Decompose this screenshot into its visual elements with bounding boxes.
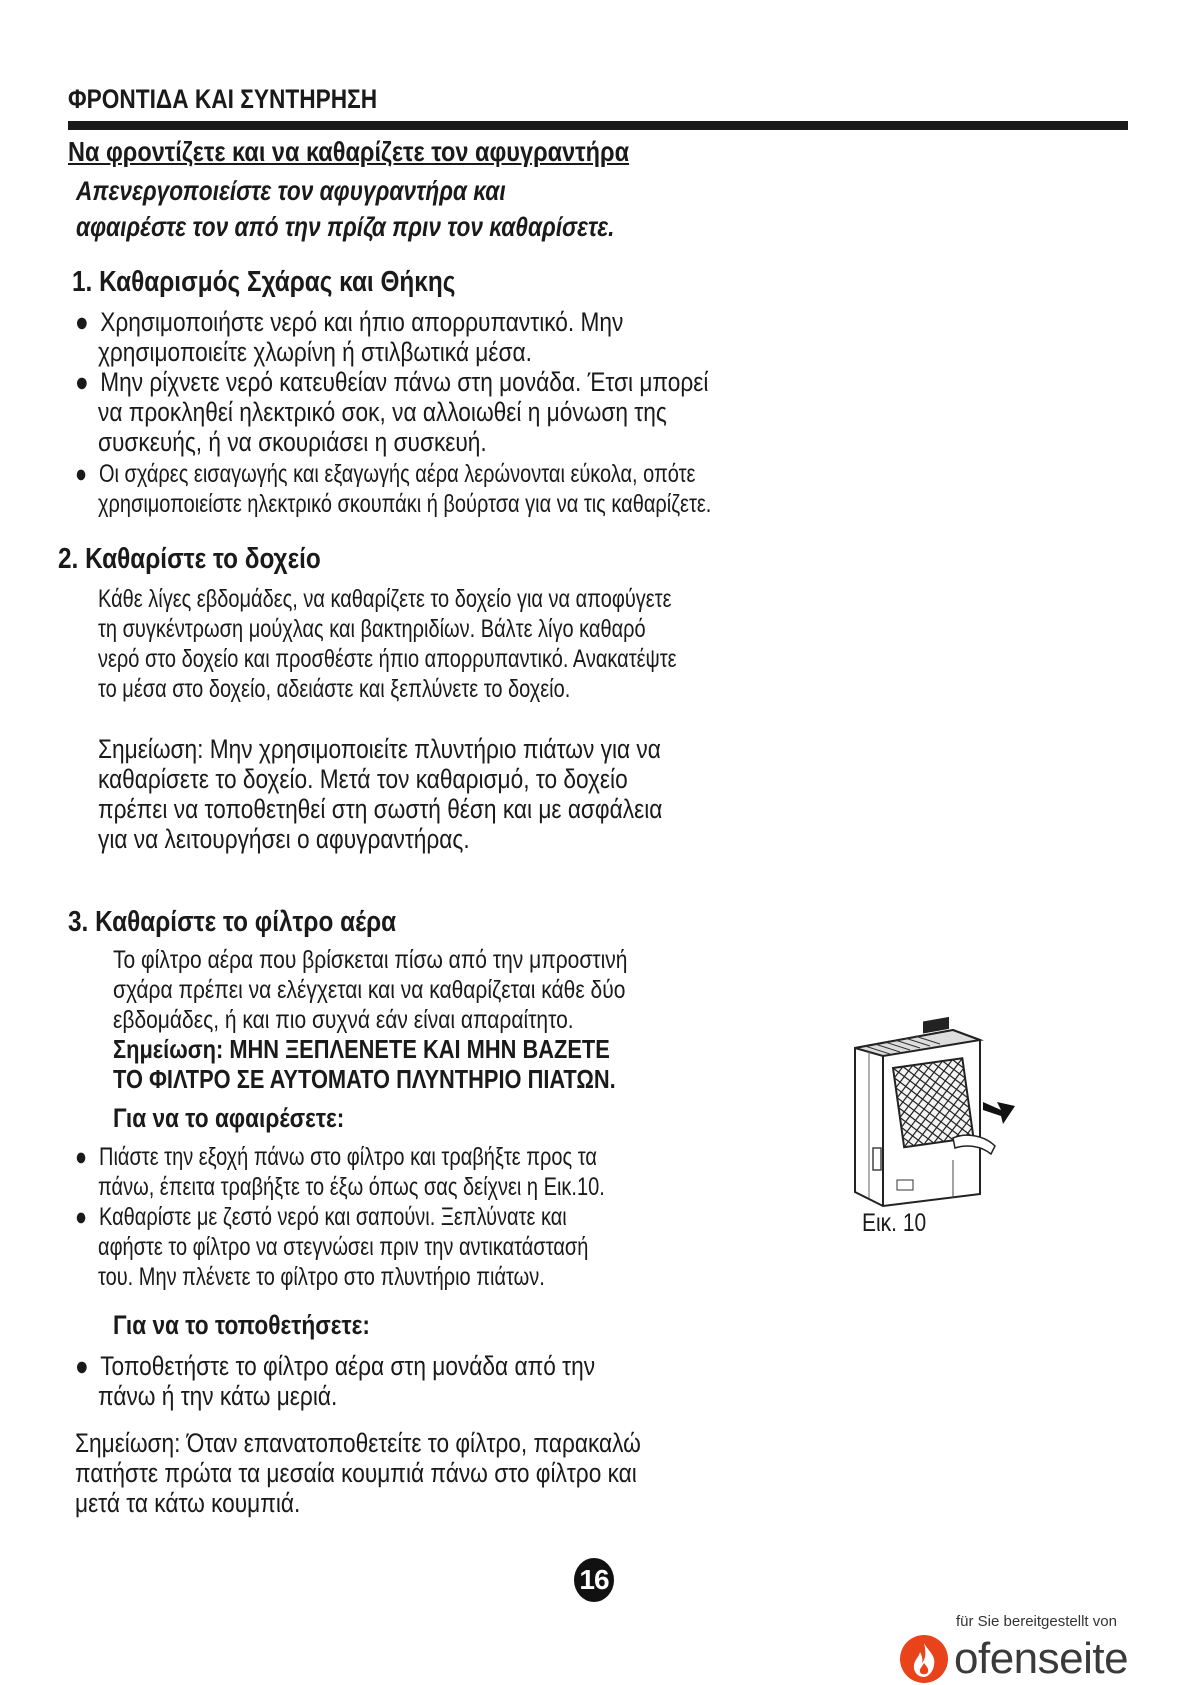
final-note-line: Σημείωση: Όταν επανατοποθετείτε το φίλτρο, παρακαλώ (75, 1428, 641, 1458)
flame-logo-icon (898, 1633, 950, 1685)
final-note-line: πατήστε πρώτα τα μεσαία κουμπιά πάνω στο φίλτρο και (75, 1458, 637, 1488)
section2-heading: 2. Καθαρίστε το δοχείο (58, 543, 321, 575)
warning-line-1: Απενεργοποιείστε τον αφυγραντήρα και (76, 176, 506, 206)
page-number: 16 (574, 1558, 614, 1602)
install-subheading: Για να το τοποθετήσετε: (113, 1310, 370, 1340)
dehumidifier-illustration (835, 1010, 1025, 1210)
section3-heading: 3. Καθαρίστε το φίλτρο αέρα (68, 906, 397, 938)
section1-bullet-3: ● Οι σχάρες εισαγωγής και εξαγωγής αέρα λερώνονται εύκολα, οπότε (75, 460, 696, 488)
bullet-marker: ● (75, 1143, 88, 1171)
section1-bullet-2: ● Μην ρίχνετε νερό κατευθείαν πάνω στη μονάδα. Έτσι μπορεί (75, 367, 709, 397)
section2-note-line: καθαρίσετε το δοχείο. Μετά τον καθαρισμό, το δοχείο (98, 764, 628, 794)
remove-bullet-2: ● Καθαρίστε με ζεστό νερό και σαπούνι. Ξεπλύνατε και (75, 1203, 567, 1231)
section2-note-line: πρέπει να τοποθετηθεί στη σωστή θέση και με ασφάλεια (98, 794, 663, 824)
remove-bullet-2-cont: του. Μην πλένετε το φίλτρο στο πλυντήριο πιάτων. (98, 1263, 545, 1291)
brand-wordmark[interactable]: ofenseite (954, 1634, 1129, 1683)
bullet-marker: ● (75, 1203, 88, 1231)
bullet-marker: ● (75, 367, 89, 397)
bullet-marker: ● (75, 1351, 89, 1381)
remove-bullet-2-cont: αφήστε το φίλτρο να στεγνώσει πριν την αντικατάστασή (98, 1233, 589, 1261)
section1-bullet-2-cont: να προκληθεί ηλεκτρικό σοκ, να αλλοιωθεί η μόνωση της (98, 397, 667, 427)
page-subtitle: Να φροντίζετε και να καθαρίζετε τον αφυγραντήρα (68, 136, 630, 167)
bullet-marker: ● (75, 307, 89, 337)
section1-heading: 1. Καθαρισμός Σχάρας και Θήκης (72, 266, 456, 298)
section2-para1-line: το μέσα στο δοχείο, αδειάστε και ξεπλύνετε το δοχείο. (98, 675, 571, 703)
credit-text: für Sie bereitgestellt von (956, 1613, 1117, 1630)
section3-para-line: Το φίλτρο αέρα που βρίσκεται πίσω από την μπροστινή (113, 946, 628, 974)
section2-note-line: για να λειτουργήσει ο αφυγραντήρας. (98, 824, 470, 854)
section3-bold-note: ΤΟ ΦΙΛΤΡΟ ΣΕ ΑΥΤΟΜΑΤΟ ΠΛΥΝΤΗΡΙΟ ΠΙΑΤΩΝ. (113, 1064, 616, 1094)
section2-para1-line: νερό στο δοχείο και προσθέστε ήπιο απορρυπαντικό. Ανακατέψτε (98, 645, 677, 673)
section-header: ΦΡΟΝΤΙΔΑ ΚΑΙ ΣΥΝΤΗΡΗΣΗ (68, 84, 378, 114)
install-bullet-1-cont: πάνω ή την κάτω μεριά. (98, 1381, 338, 1411)
final-note-line: μετά τα κάτω κουμπιά. (75, 1488, 301, 1518)
remove-bullet-1: ● Πιάστε την εξοχή πάνω στο φίλτρο και τραβήξτε προς τα (75, 1143, 597, 1171)
section1-bullet-3-cont: χρησιμοποιείστε ηλεκτρικό σκουπάκι ή βούρτσα για να τις καθαρίζετε. (98, 490, 712, 518)
header-rule (68, 121, 1128, 130)
pull-arrow-icon (983, 1102, 1015, 1124)
section1-bullet-2-cont: συσκευής, ή να σκουριάσει η συσκευή. (98, 427, 487, 457)
section3-bold-note: Σημείωση: ΜΗΝ ΞΕΠΛΕΝΕΤΕ ΚΑΙ ΜΗΝ ΒΑΖΕΤΕ (113, 1034, 610, 1064)
bullet-marker: ● (75, 460, 88, 488)
remove-subheading: Για να το αφαιρέσετε: (113, 1103, 345, 1133)
section3-para-line: σχάρα πρέπει να ελέγχεται και να καθαρίζεται κάθε δύο (113, 976, 626, 1004)
section2-para1-line: τη συγκέντρωση μούχλας και βακτηριδίων. Βάλτε λίγο καθαρό (98, 615, 646, 643)
section2-para1-line: Κάθε λίγες εβδομάδες, να καθαρίζετε το δοχείο για να αποφύγετε (98, 585, 672, 613)
remove-bullet-1-cont: πάνω, έπειτα τραβήξτε το έξω όπως σας δείχνει η Εικ.10. (98, 1173, 605, 1201)
section3-para-line: εβδομάδες, ή και πιο συχνά εάν είναι απαραίτητο. (113, 1006, 574, 1034)
section2-note-line: Σημείωση: Μην χρησιμοποιείτε πλυντήριο πιάτων για να (98, 734, 661, 764)
section1-bullet-1-cont: χρησιμοποιείτε χλωρίνη ή στιλβωτικά μέσα. (98, 337, 532, 367)
figure-caption: Εικ. 10 (862, 1209, 927, 1237)
warning-line-2: αφαιρέστε τον από την πρίζα πριν τον καθαρίσετε. (76, 212, 615, 242)
install-bullet-1: ● Τοποθετήστε το φίλτρο αέρα στη μονάδα από την (75, 1351, 596, 1381)
section1-bullet-1: ● Χρησιμοποιήστε νερό και ήπιο απορρυπαντικό. Μην (75, 307, 624, 337)
